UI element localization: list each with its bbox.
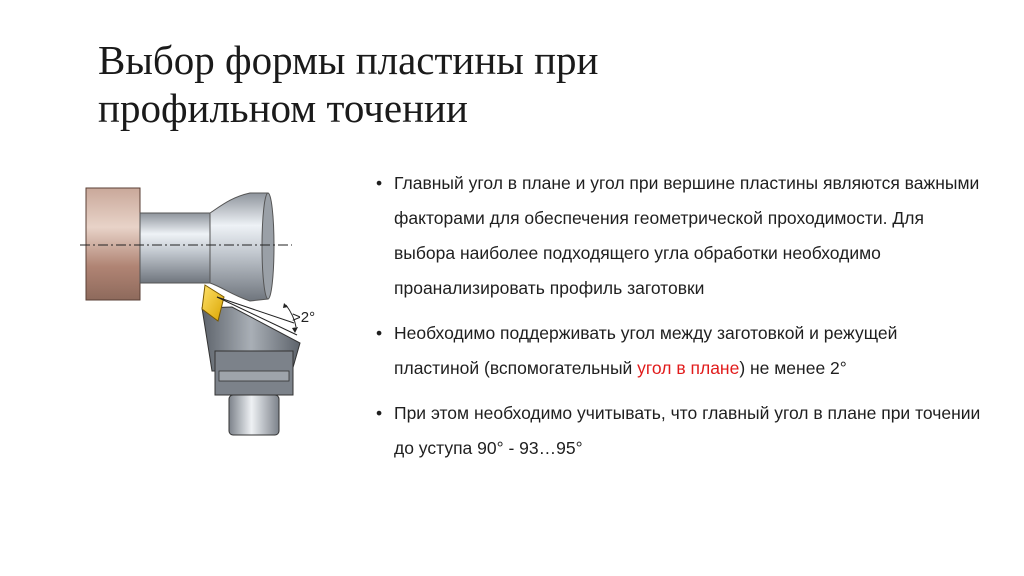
turning-tool-illustration xyxy=(72,175,362,445)
bullet-list xyxy=(376,166,986,476)
workpiece-end-face xyxy=(262,193,274,299)
chuck xyxy=(86,188,140,300)
bullet-text-2-before: Необходимо поддерживать угол между заготовкой и режущей пластиной (вспомогательный xyxy=(394,323,898,378)
title-line-1: Выбор формы пластины при xyxy=(98,37,599,83)
tool-shank xyxy=(229,395,279,435)
bullet-text-2-highlight: угол в плане xyxy=(637,358,740,378)
bullet-symbol: • xyxy=(376,173,383,193)
bullet-text-3: При этом необходимо учитывать, что главный угол в плане при точении до уступа 90° - 93…95° xyxy=(394,403,981,458)
bullet-item-2 xyxy=(376,316,986,386)
angle-label: >2° xyxy=(292,309,316,326)
workpiece-shaft xyxy=(140,213,210,283)
bullet-text-2-after: ) не менее 2° xyxy=(739,358,847,378)
slide-title xyxy=(98,36,918,132)
bullet-item-3 xyxy=(376,396,986,466)
bullet-item-1 xyxy=(376,166,986,306)
bullet-symbol: • xyxy=(376,403,383,423)
bullet-text-1: Главный угол в плане и угол при вершине пластины являются важными факторами для обеспечения геометрической проходимости. Для выбора наиболее подходящего угла обработки необходимо проанализировать профиль заготовки xyxy=(394,173,980,298)
angle-arrow-bottom xyxy=(292,327,298,333)
bullet-symbol: • xyxy=(376,323,383,343)
title-line-2: профильном точении xyxy=(98,85,468,131)
tool-holder-band xyxy=(219,371,289,381)
